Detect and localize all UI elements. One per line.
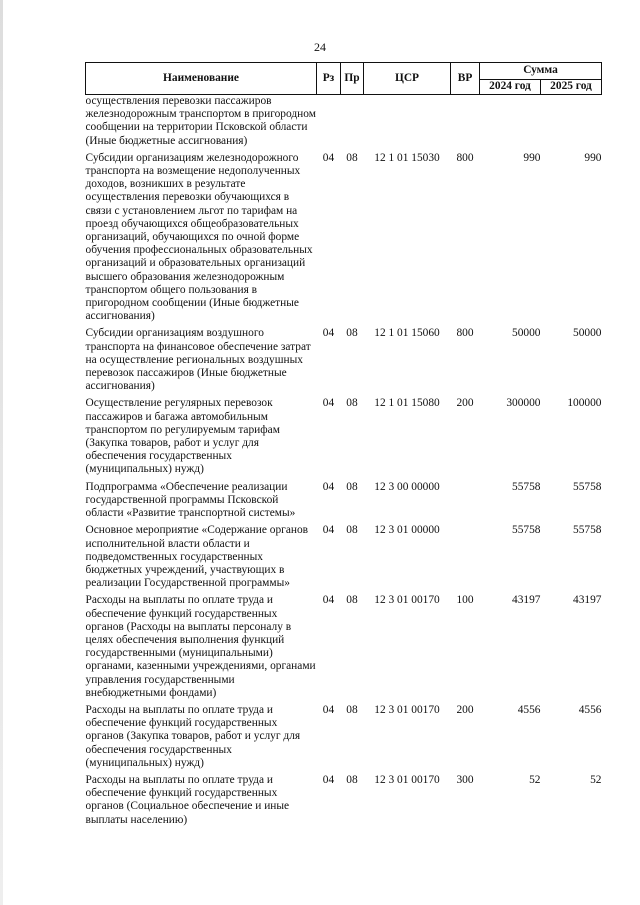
row-rz: 04: [322, 524, 335, 537]
header-year-2025: 2025 год: [541, 80, 602, 95]
row-rz: 04: [322, 327, 335, 340]
row-sum-2024: 52: [529, 773, 541, 786]
scan-edge: [0, 0, 3, 905]
row-vr: [451, 481, 480, 525]
row-name: Субсидии организациям железнодорожного транспорта на возмещение недополученных доходов, возникших в результате осуществления перевозки обучающихся в связи с установлением льгот по тарифам на проезд обучающихся общеобразовательных организаций, обучающихся по очной форме обучения профессиональных образовательных организаций и образовательных организаций высшего образования железнодорожным транспортом общего пользования в пригородном сообщении (Иные бюджетные ассигнования): [85, 151, 313, 323]
table-row: [86, 774, 602, 831]
header-csr: ЦСР: [364, 63, 451, 95]
row-rz: 04: [322, 703, 335, 716]
header-pr: Пр: [341, 63, 364, 95]
row-vr: 100: [456, 594, 474, 607]
row-name: Субсидии организациям воздушного транспорта на финансовое обеспечение затрат на осуществление региональных воздушных перевозок пассажиров (Иные бюджетные ассигнования): [85, 327, 311, 393]
row-sum-2024: 50000: [512, 327, 541, 340]
row-sum-2025: 4556: [578, 703, 602, 716]
table-row: [86, 594, 602, 704]
row-pr: 08: [346, 397, 358, 410]
row-pr: [341, 95, 364, 152]
row-sum-2025: 50000: [573, 327, 602, 340]
row-pr: 08: [346, 327, 358, 340]
row-pr: 08: [346, 703, 358, 716]
row-vr: 800: [456, 151, 474, 164]
row-pr: 08: [346, 151, 358, 164]
row-sum-2024: [480, 95, 541, 152]
row-csr: 12 3 01 00170: [374, 703, 440, 716]
row-sum-2024: 300000: [506, 397, 541, 410]
row-csr: 12 1 01 15030: [374, 151, 440, 164]
row-csr: 12 3 01 00170: [374, 594, 440, 607]
row-csr: 12 3 01 00170: [374, 773, 440, 786]
row-csr: 12 3 00 00000: [374, 480, 440, 493]
header-rz: Рз: [317, 63, 341, 95]
row-name: Основное мероприятие «Содержание органов исполнительной власти области и подведомственных государственных бюджетных учреждений, участвующих в реализации Государственной программы»: [85, 524, 309, 590]
row-sum-2024: 55758: [512, 524, 541, 537]
row-rz: 04: [322, 151, 335, 164]
row-name: Подпрограмма «Обеспечение реализации государственной программы Псковской области «Развитие транспортной системы»: [85, 480, 296, 520]
row-csr: [364, 95, 451, 152]
row-sum-2025: 52: [590, 773, 602, 786]
row-sum-2025: 55758: [573, 480, 602, 493]
row-sum-2025: 990: [584, 151, 602, 164]
row-pr: 08: [346, 594, 358, 607]
table-row: [86, 704, 602, 774]
row-vr: [451, 95, 480, 152]
row-vr: 200: [456, 397, 474, 410]
row-sum-2025: [541, 95, 602, 152]
row-sum-2024: 990: [523, 151, 541, 164]
budget-table: [85, 62, 602, 831]
row-csr: 12 1 01 15060: [374, 327, 440, 340]
table-row: [86, 327, 602, 397]
table-row: [86, 95, 602, 152]
row-pr: 08: [346, 773, 358, 786]
page-number: 24: [314, 40, 326, 54]
row-vr: 800: [456, 327, 474, 340]
row-name: Расходы на выплаты по оплате труда и обеспечение функций государственных органов (Расходы на выплаты персоналу в целях обеспечения выполнения функций государственными (муниципальными) органами, казенными учреждениями, органами управления государственными внебюджетными фондами): [85, 594, 316, 699]
row-pr: 08: [346, 524, 358, 537]
row-sum-2024: 43197: [512, 594, 541, 607]
row-sum-2024: 4556: [517, 703, 541, 716]
row-rz: [317, 95, 341, 152]
table-row: [86, 397, 602, 480]
table-row: [86, 481, 602, 525]
row-vr: 200: [456, 703, 474, 716]
header-name: Наименование: [86, 63, 317, 95]
row-sum-2025: 100000: [567, 397, 602, 410]
row-sum-2024: 55758: [512, 480, 541, 493]
row-vr: 300: [456, 773, 474, 786]
table-header: [86, 63, 602, 95]
header-sum: Сумма: [480, 63, 602, 80]
row-name: Осуществление регулярных перевозок пассажиров и багажа автомобильным транспортом по регулируемым тарифам (Закупка товаров, работ и услуг для обеспечения государственных (муниципальных) нужд): [85, 397, 280, 476]
table-row: [86, 152, 602, 328]
header-year-2024: 2024 год: [480, 80, 541, 95]
row-name: Расходы на выплаты по оплате труда и обеспечение функций государственных органов (Социальное обеспечение и иные выплаты населению): [85, 773, 290, 826]
row-name: осуществления перевозки пассажиров железнодорожным транспортом в пригородном сообщении на территории Псковской области (Иные бюджетные ассигнования): [85, 95, 316, 147]
row-rz: 04: [322, 594, 335, 607]
row-csr: 12 1 01 15080: [374, 397, 440, 410]
row-sum-2025: 43197: [573, 594, 602, 607]
table-row: [86, 524, 602, 594]
row-sum-2025: 55758: [573, 524, 602, 537]
table-body: [86, 95, 602, 831]
row-name: Расходы на выплаты по оплате труда и обеспечение функций государственных органов (Закупка товаров, работ и услуг для обеспечения государственных (муниципальных) нужд): [85, 703, 301, 769]
row-rz: 04: [322, 397, 335, 410]
row-pr: 08: [346, 480, 358, 493]
row-vr: [451, 524, 480, 594]
row-csr: 12 3 01 00000: [374, 524, 440, 537]
header-vr: ВР: [451, 63, 480, 95]
row-rz: 04: [322, 773, 335, 786]
row-rz: 04: [322, 480, 335, 493]
